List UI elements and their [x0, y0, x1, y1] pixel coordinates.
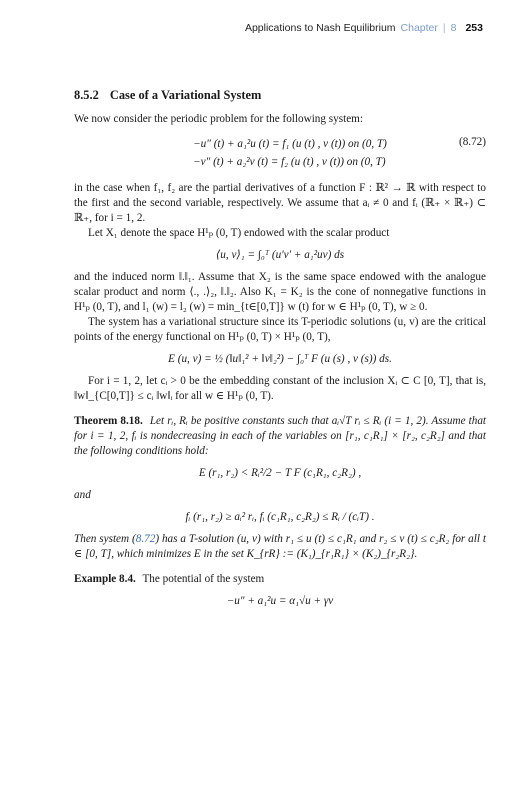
example-equation: −u″ + a₁²u = α₁√u + γv: [226, 595, 334, 607]
chapter-number: 8: [450, 22, 457, 34]
paragraph-variational: The system has a variational structure since its T-periodic solutions (u, v) are the critical points of the energy functional on H¹ₚ (0, T) × H¹ₚ (0, T),: [74, 316, 486, 343]
page-number: 253: [465, 22, 483, 34]
and-word: and: [74, 489, 91, 501]
section-number: 8.5.2: [74, 88, 99, 102]
paragraph-assumptions: in the case when f₁, f₂ are the partial derivatives of a function F : ℝ² → ℝ with respect to the first and the second variable, respectively. We assume that aᵢ ≠ 0 and fᵢ (ℝ₊ × ℝ₊) ⊂ ℝ₊, for i = 1, 2.: [74, 182, 486, 224]
running-title: Applications to Nash Equilibrium: [244, 22, 396, 34]
section-heading: [74, 88, 486, 103]
page-body: [74, 88, 486, 616]
example-8-4: [74, 572, 486, 609]
section-title: Case of a Variational System: [109, 88, 262, 102]
theorem-statement: Let rᵢ, Rᵢ be positive constants such that aᵢ√T rᵢ ≤ Rᵢ (i = 1, 2). Assume that for i = 1, 2, fᵢ is nondecreasing in each of the variables on [r₁, c₁R₁] × [r₂, c₂R₂] and that the following conditions hold:: [74, 415, 487, 457]
equation-8-72: [74, 135, 486, 171]
theorem-condition-2: fᵢ (r₁, r₂) ≥ aᵢ² rᵢ, fᵢ (c₁R₁, c₂R₂) ≤ Rᵢ / (cᵢT) .: [185, 511, 375, 523]
equation-number: (8.72): [458, 136, 486, 148]
theorem-condition-1: E (r₁, r₂) < Rᵢ²/2 − T F (c₁R₁, c₂R₂) ,: [198, 467, 362, 479]
conclusion-pre: Then system (: [74, 533, 136, 545]
theorem-conclusion: [74, 532, 486, 562]
equation-scalar-product: ⟨u, v⟩₁ = ∫₀ᵀ (u′v′ + a₁²uv) ds: [215, 249, 345, 261]
example-label: Example 8.4.: [74, 573, 136, 585]
paragraph-embedding: For i = 1, 2, let cᵢ > 0 be the embedding constant of the inclusion Xᵢ ⊂ C [0, T], that is, ‖w‖_{C[0,T]} ≤ cᵢ ‖w‖ᵢ for all w ∈ H¹ₚ (0, T).: [74, 375, 486, 402]
running-header: [74, 22, 483, 38]
equation-line-2: −v″ (t) + a₂²v (t) = f₂ (u (t) , v (t)) on (0, T): [193, 156, 386, 168]
header-separator: |: [442, 22, 446, 34]
example-text: The potential of the system: [142, 573, 265, 585]
theorem-label: Theorem 8.18.: [74, 415, 143, 427]
paragraph-space-x1: Let X₁ denote the space H¹ₚ (0, T) endowed with the scalar product: [88, 227, 390, 239]
equation-energy: E (u, v) = ½ (‖u‖₁² + ‖v‖₂²) − ∫₀ᵀ F (u (s) , v (s)) ds.: [168, 353, 392, 365]
chapter-word: Chapter: [400, 22, 438, 34]
theorem-8-18: [74, 414, 486, 562]
equation-reference-link[interactable]: 8.72: [135, 533, 156, 545]
equation-line-1: −u″ (t) + a₁²u (t) = f₁ (u (t) , v (t)) on (0, T): [193, 138, 387, 150]
intro-paragraph: We now consider the periodic problem for the following system:: [74, 113, 363, 125]
conclusion-post: ) has a T-solution (u, v) with r₁ ≤ u (t) ≤ c₁R₁ and r₂ ≤ v (t) ≤ c₂R₂ for all t ∈ [0, T], which minimizes E in the set K_{rR} := (K₁)_{r₁R₁} × (K₂)_{r₂R₂}.: [74, 533, 486, 560]
paragraph-norm: and the induced norm ‖.‖₁. Assume that X₂ is the same space endowed with the analogue scalar product and norm ⟨., .⟩₂, ‖.‖₂. Also K₁ = K₂ is the cone of nonnegative functions in H¹ₚ (0, T), and l₁ (w) = l₂ (w) = min_{t∈[0,T]} w (t) for w ∈ H¹ₚ (0, T), w ≥ 0.: [74, 271, 486, 313]
